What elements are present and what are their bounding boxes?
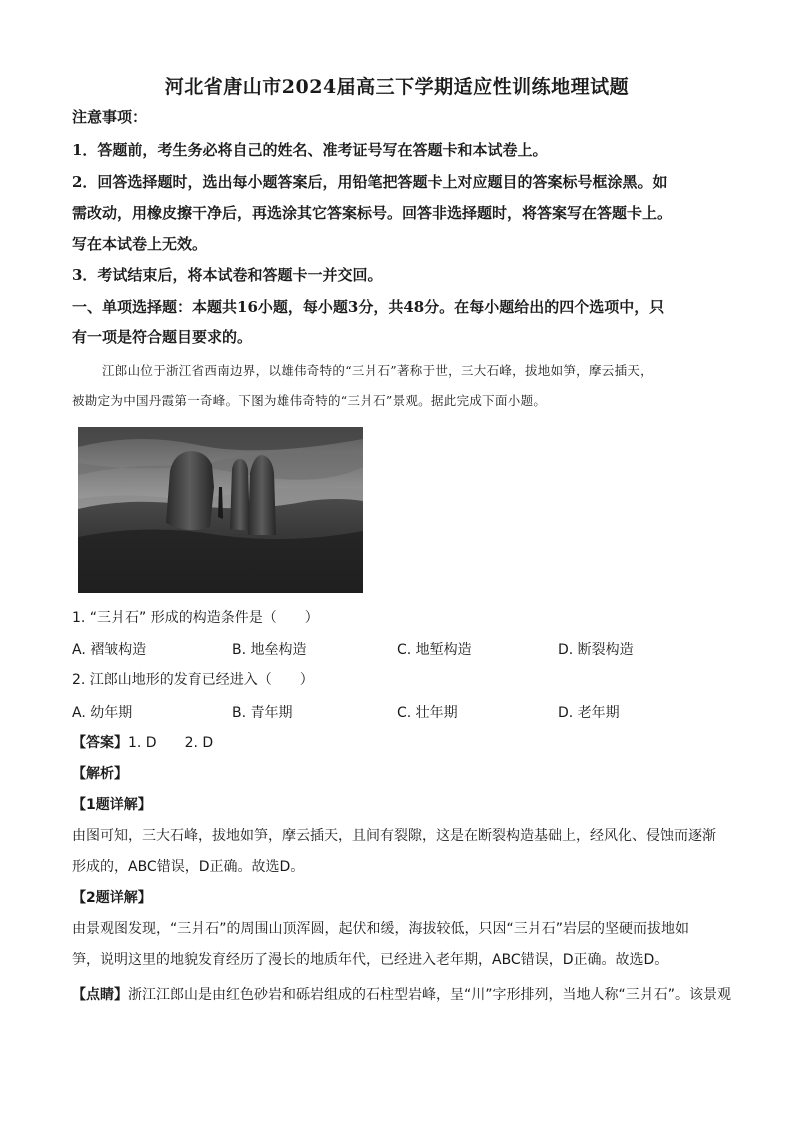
- detail-1-line-1: 由图可知，三大石峰，拔地如笋，摩云插天，且间有裂隙，这是在断裂构造基础上，经风化、侵蚀而逐渐: [72, 828, 716, 844]
- notice-item-2b: 需改动，用橡皮擦干净后，再选涂其它答案标号。回答非选择题时，将答案写在答题卡上。: [72, 204, 673, 222]
- dianjing-line: [72, 985, 732, 1005]
- question-1-option-d[interactable]: D. 断裂构造: [558, 642, 634, 658]
- question-2-option-c[interactable]: C. 壮年期: [397, 705, 458, 721]
- notice-item-3: 3．考试结束后，将本试卷和答题卡一并交回。: [72, 266, 383, 284]
- question-2-options: [72, 702, 722, 722]
- notice-item-1: 1．答题前，考生务必将自己的姓名、准考证号写在答题卡和本试卷上。: [72, 141, 548, 159]
- answer-tag: 【答案】: [72, 735, 128, 751]
- three-rock-peaks-photo: [78, 427, 363, 593]
- notice-item-2c: 写在本试卷上无效。: [72, 235, 208, 253]
- question-1-options: [72, 639, 722, 659]
- notice-heading: 注意事项：: [72, 108, 148, 126]
- dianjing-text: 浙江江郎山是由红色砂岩和砾岩组成的石柱型岩峰，呈“川”字形排列，当地人称“三爿石”。该景观: [128, 987, 732, 1003]
- question-1-stem: 1. “三爿石” 形成的构造条件是（ ）: [72, 610, 319, 626]
- answer-text: 1. D 2. D: [128, 735, 214, 751]
- question-1-option-a[interactable]: A. 褶皱构造: [72, 642, 147, 658]
- analysis-tag: 【解析】: [72, 766, 128, 782]
- question-2-option-a[interactable]: A. 幼年期: [72, 705, 133, 721]
- page-title: 河北省唐山市2024届高三下学期适应性训练地理试题: [164, 76, 630, 98]
- question-2-stem: 2. 江郎山地形的发育已经进入（ ）: [72, 672, 314, 688]
- detail-2-line-2: 笋，说明这里的地貌发育经历了漫长的地质年代，已经进入老年期，ABC错误，D正确。故选D。: [72, 952, 669, 968]
- answer-line: [72, 733, 722, 753]
- passage-line-1: 江郎山位于浙江省西南边界，以雄伟奇特的“三爿石”著称于世，三大石峰，拔地如笋，摩云插天，: [102, 363, 653, 378]
- question-2-option-b[interactable]: B. 青年期: [232, 705, 293, 721]
- detail-2-tag: 【2题详解】: [72, 890, 152, 906]
- question-1-option-b[interactable]: B. 地垒构造: [232, 642, 307, 658]
- section-heading-line1: 一、单项选择题：本题共16小题，每小题3分，共48分。在每小题给出的四个选项中，只: [72, 298, 665, 316]
- detail-1-tag: 【1题详解】: [72, 797, 152, 813]
- notice-item-2a: 2．回答选择题时，选出每小题答案后，用铅笔把答题卡上对应题目的答案标号框涂黑。如: [72, 173, 668, 191]
- question-1-option-c[interactable]: C. 地堑构造: [397, 642, 472, 658]
- detail-2-line-1: 由景观图发现，“三爿石”的周围山顶浑圆，起伏和缓，海拔较低，只因“三爿石”岩层的坚硬而拔地如: [72, 921, 690, 937]
- dianjing-tag: 【点睛】: [72, 987, 128, 1003]
- section-heading-line2: 有一项是符合题目要求的。: [72, 328, 253, 346]
- passage-line-2: 被勘定为中国丹霞第一奇峰。下图为雄伟奇特的“三爿石”景观。据此完成下面小题。: [72, 393, 547, 408]
- question-2-option-d[interactable]: D. 老年期: [558, 705, 620, 721]
- detail-1-line-2: 形成的，ABC错误，D正确。故选D。: [72, 859, 305, 875]
